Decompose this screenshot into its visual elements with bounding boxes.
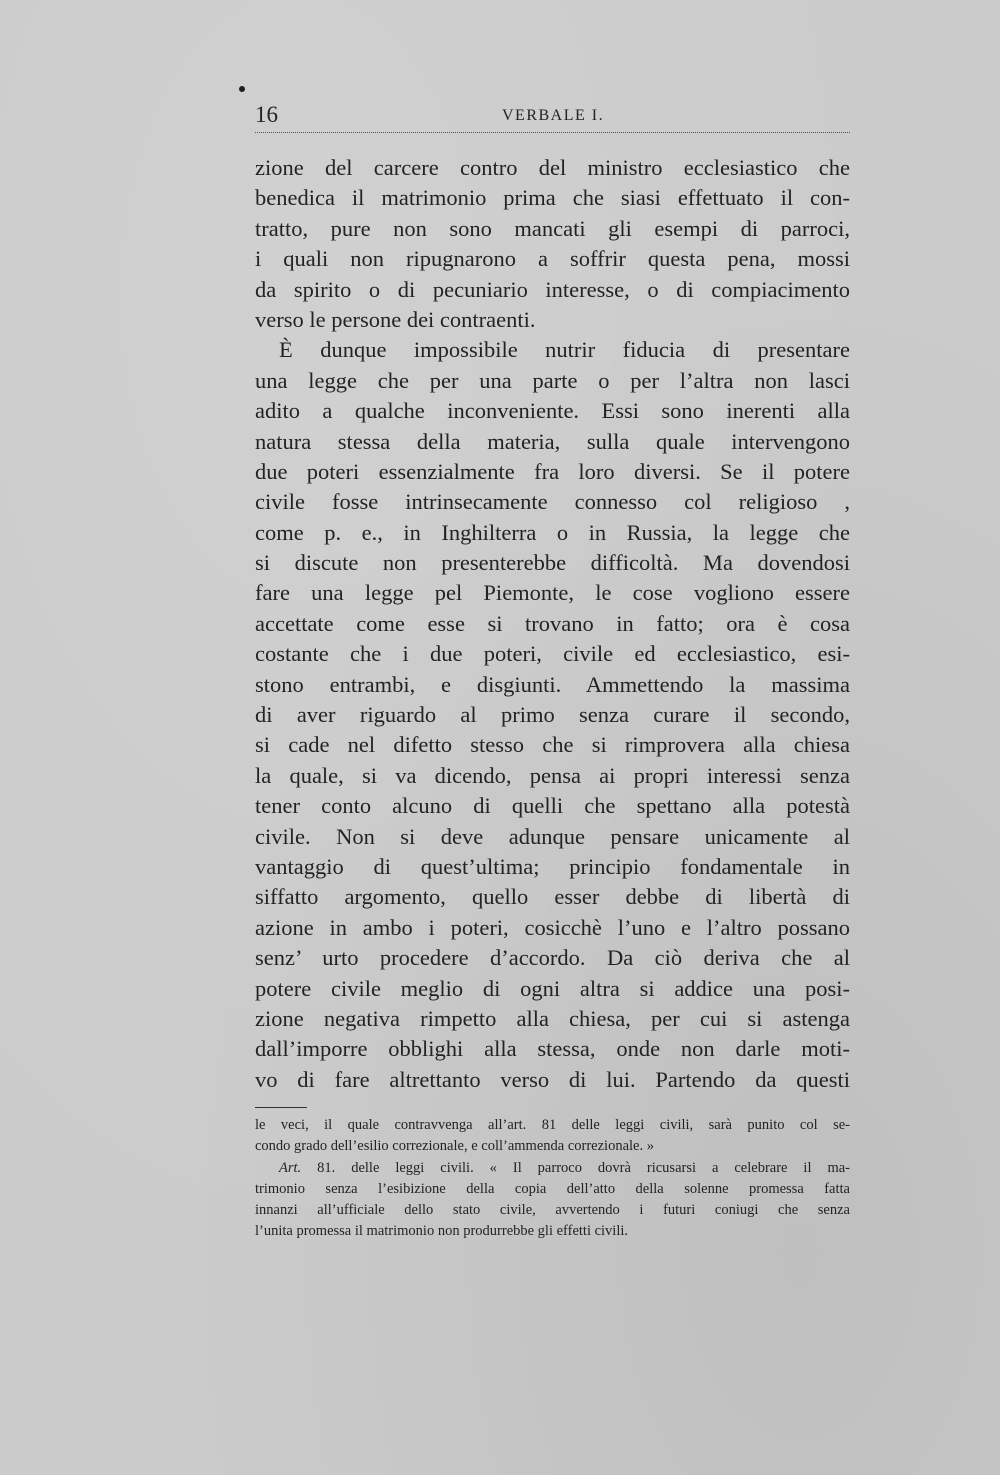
body-line: fare una legge pel Piemonte, le cose vogliono essere xyxy=(255,580,850,606)
footnote-line: condo grado dell’esilio correzionale, e coll’ammenda correzionale. » xyxy=(255,1138,654,1155)
body-line: come p. e., in Inghilterra o in Russia, la legge che xyxy=(255,519,850,545)
body-line: civile fosse intrinsecamente connesso col religioso , xyxy=(255,489,850,515)
body-line: due poteri essenzialmente fra loro diversi. Se il potere xyxy=(255,458,850,484)
body-line: vantaggio di quest’ultima; principio fondamentale in xyxy=(255,853,850,879)
body-line: la quale, si va dicendo, pensa ai propri interessi senza xyxy=(255,762,850,788)
body-line: da spirito o di pecuniario interesse, o di compiacimento xyxy=(255,276,850,302)
running-head: VERBALE I. xyxy=(502,107,605,124)
footnote-line: trimonio senza l’esibizione della copia dell’atto della solenne promessa fatta xyxy=(255,1180,850,1197)
body-line: accettate come esse si trovano in fatto; ora è cosa xyxy=(255,610,850,636)
body-line: zione negativa rimpetto alla chiesa, per cui si astenga xyxy=(255,1005,850,1031)
body-line: tener conto alcuno di quelli che spettano alla potestà xyxy=(255,793,850,819)
body-line: siffatto argomento, quello esser debbe di libertà di xyxy=(255,884,850,910)
page-header xyxy=(255,98,850,134)
body-line: dall’imporre obblighi alla stessa, onde non darle moti- xyxy=(255,1036,850,1062)
footnote-line: l’unita promessa il matrimonio non produrrebbe gli effetti civili. xyxy=(255,1223,629,1240)
body-line: costante che i due poteri, civile ed ecclesiastico, esi- xyxy=(255,641,850,667)
body-line: senz’ urto procedere d’accordo. Da ciò deriva che al xyxy=(255,945,850,971)
body-line: natura stessa della materia, sulla quale intervengono xyxy=(255,428,850,454)
body-line: potere civile meglio di ogni altra si addice una posi- xyxy=(255,975,850,1001)
body-line: zione del carcere contro del ministro ecclesiastico che xyxy=(255,155,850,180)
body-line: adito a qualche inconveniente. Essi sono inerenti alla xyxy=(255,398,850,424)
footnote-rule xyxy=(255,1107,307,1108)
body-line: vo di fare altrettanto verso di lui. Partendo da questi xyxy=(255,1066,850,1092)
footnote-article-abbr: Art. xyxy=(279,1159,302,1176)
footnote-line: innanzi all’ufficiale dello stato civile, avvertendo i futuri coniugi che senza xyxy=(255,1202,850,1219)
body-line: azione in ambo i poteri, cosicchè l’uno e l’altro possano xyxy=(255,914,850,940)
page-number: 16 xyxy=(255,102,278,127)
body-text xyxy=(255,153,850,1095)
body-line: È dunque impossibile nutrir fiducia di presentare xyxy=(279,337,850,363)
header-rule xyxy=(255,132,850,133)
footnote-line xyxy=(255,1158,850,1179)
footnote-line: le veci, il quale contravvenga all’art. 81 delle leggi civili, sarà punito col se- xyxy=(255,1117,850,1133)
ink-speck xyxy=(239,86,245,92)
body-line: verso le persone dei contraenti. xyxy=(255,306,536,332)
body-line: di aver riguardo al primo senza curare il secondo, xyxy=(255,702,850,728)
body-line: tratto, pure non sono mancati gli esempi di parroci, xyxy=(255,215,850,241)
footnote-article-text: 81. delle leggi civili. « Il parroco dovrà ricusarsi a celebrare il ma- xyxy=(301,1159,850,1176)
body-line: si discute non presenterebbe difficoltà. Ma dovendosi xyxy=(255,550,850,576)
body-line: stono entrambi, e disgiunti. Ammettendo la massima xyxy=(255,671,850,697)
footnotes xyxy=(255,1115,850,1243)
body-line: si cade nel difetto stesso che si rimprovera alla chiesa xyxy=(255,732,850,758)
body-line: una legge che per una parte o per l’altra non lasci xyxy=(255,367,850,393)
body-line: civile. Non si deve adunque pensare unicamente al xyxy=(255,823,850,849)
body-line: benedica il matrimonio prima che siasi effettuato il con- xyxy=(255,185,850,211)
body-line: i quali non ripugnarono a soffrir questa pena, mossi xyxy=(255,246,850,272)
